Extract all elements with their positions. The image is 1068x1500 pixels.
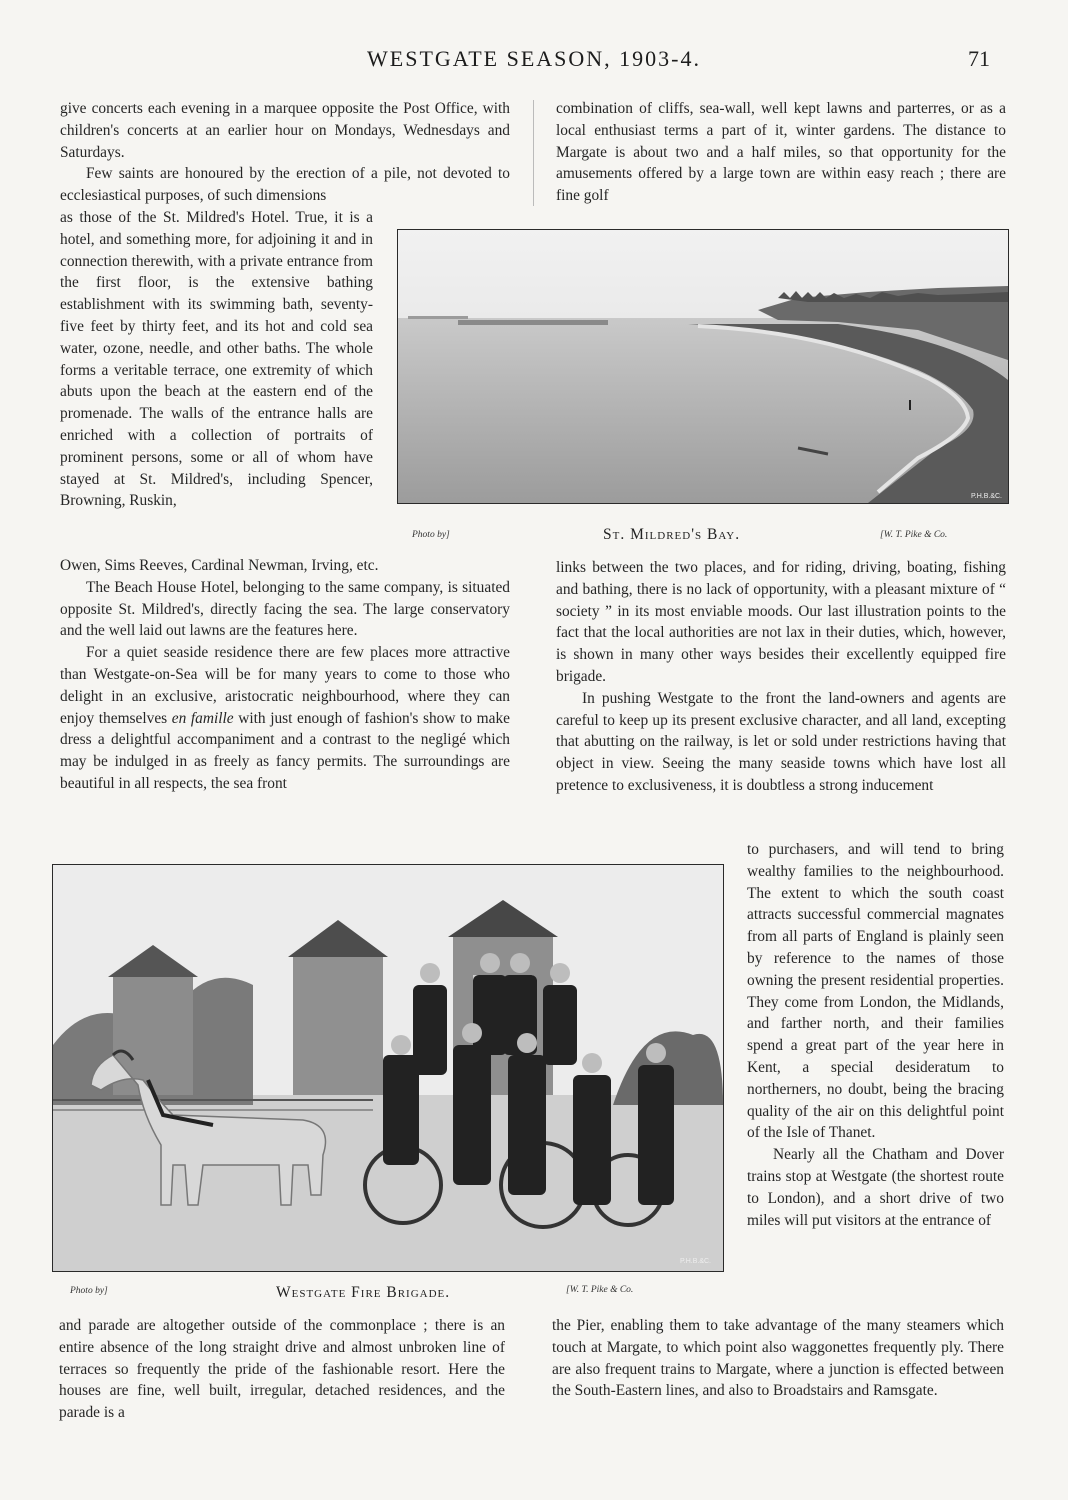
paragraph-text: For a quiet seaside residence there are few places more attractive than Westgate-on-Sea will be for many years to come to those who delight in an exclusive, aristocratic neighbourhood, where they can enjoy themselves — [60, 644, 510, 727]
paragraph: as those of the St. Mildred's Hotel. True, it is a hotel, and something more, for adjoining it and in connection therewith, with a private entrance from the first floor, is the extensive bathing establishment with its swimming bath, seventy-five feet by thirty feet, and its hot and cold sea water, ozone, needle, and other baths. The whole forms a veritable terrace, one extremity of which abuts upon the beach at the eastern end of the promenade. The walls of the entrance halls are enriched with a collection of portraits of prominent persons, some or all of whom have stayed at St. Mildred's, including Spencer, Browning, Ruskin, — [60, 209, 373, 510]
right-column-mid — [556, 557, 1006, 797]
page-number: 71 — [968, 46, 990, 71]
paragraph: Owen, Sims Reeves, Cardinal Newman, Irving, etc. — [60, 557, 379, 574]
bay-photograph — [397, 229, 1009, 504]
left-column-mid — [60, 555, 510, 795]
fire-brigade-photograph — [52, 864, 724, 1272]
paragraph: Nearly all the Chatham and Dover trains stop at Westgate (the shortest route to London), and a short drive of two miles will put visitors at the entrance of — [747, 1146, 1004, 1229]
left-column-narrow — [60, 207, 373, 512]
photo-credit-left: Photo by] — [70, 1286, 108, 1296]
column-rule — [533, 100, 534, 206]
italic-phrase: en famille — [171, 709, 234, 727]
paragraph: The Beach House Hotel, belonging to the same company, is situated opposite St. Mildred's, directly facing the sea. The large conservatory and the well laid out lawns are the features here. — [60, 578, 510, 640]
paragraph: to purchasers, and will tend to bring wealthy families to the neighbourhood. The extent to which the south coast attracts successful commercial magnates from all parts of England is plainly seen by reference to the names of those owning the present residential properties. They come from London, the Midlands, and farther north, and their families spend a great part of the year here in Kent, a special desideratum to northerners, no doubt, being the bracing quality of the air on this delightful point of the Isle of Thanet. — [747, 841, 1004, 1142]
running-title: WESTGATE SEASON, 1903-4. — [367, 46, 701, 71]
photo-credit-right: [W. T. Pike & Co. — [880, 530, 948, 540]
right-column-narrow — [747, 839, 1004, 1231]
paragraph — [60, 642, 510, 795]
engraver-initials: P.H.B.&C. — [971, 493, 1002, 500]
fire-brigade-scene — [53, 865, 723, 1271]
photo-credit-right: [W. T. Pike & Co. — [566, 1285, 634, 1295]
fire-brigade-caption: Westgate Fire Brigade. — [276, 1284, 451, 1301]
bay-scene — [398, 230, 1008, 503]
paragraph: links between the two places, and for riding, driving, boating, fishing and bathing, there is no lack of opportunity, with a pleasant mixture of “ society ” in its most enviable moods. Our last illustration points to the fact that the local authorities are not lax in their duties, which, however, is shown in many other ways besides their excellently equipped fire brigade. — [556, 559, 1006, 685]
paragraph: the Pier, enabling them to take advantage of the many steamers which touch at Margate, to which point also waggonettes frequently ply. There are also frequent trains to Margate, where a junction is effected between the South-Eastern lines, and also to Broadstairs and Ramsgate. — [552, 1317, 1004, 1400]
photo-credit-left: Photo by] — [412, 530, 450, 540]
paragraph: In pushing Westgate to the front the land-owners and agents are careful to keep up its present exclusive character, and all land, excepting that abutting on the railway, is let or sold under restrictions having that object in view. Seeing the many seaside towns which have lost all pretence to exclusiveness, it is doubtless a strong inducement — [556, 689, 1006, 794]
right-column-bottom — [552, 1315, 1004, 1402]
paragraph: and parade are altogether outside of the commonplace ; there is an entire absence of the long straight drive and almost unbroken line of terraces so frequently the pride of the fashionable resort. Here the houses are fine, well built, irregular, detached residences, and the parade is a — [59, 1317, 505, 1422]
left-column-bottom — [59, 1315, 505, 1424]
engraver-initials: P.H.B.&C. — [680, 1258, 711, 1265]
right-column-top — [556, 98, 1006, 207]
paragraph: give concerts each evening in a marquee opposite the Post Office, with children's concerts at an earlier hour on Mondays, Wednesdays and Saturdays. — [60, 100, 510, 161]
paragraph: combination of cliffs, sea-wall, well kept lawns and parterres, or as a local enthusiast terms a part of it, winter gardens. The distance to Margate is about two and a half miles, so that opportunity for the amusements offered by a large town are within easy reach ; there are fine golf — [556, 100, 1006, 205]
bay-caption: St. Mildred's Bay. — [603, 526, 741, 543]
paragraph-text: with just enough of fashion's show to make dress a delightful accompaniment and a contrast to the negligé which may be indulged in as freely as fancy permits. The surroundings are beautiful in all respects, the sea front — [60, 709, 510, 792]
paragraph: Few saints are honoured by the erection of a pile, not devoted to ecclesiastical purposes, of such dimensions — [60, 165, 510, 205]
page-header — [0, 46, 1068, 76]
left-column-top — [60, 98, 510, 207]
